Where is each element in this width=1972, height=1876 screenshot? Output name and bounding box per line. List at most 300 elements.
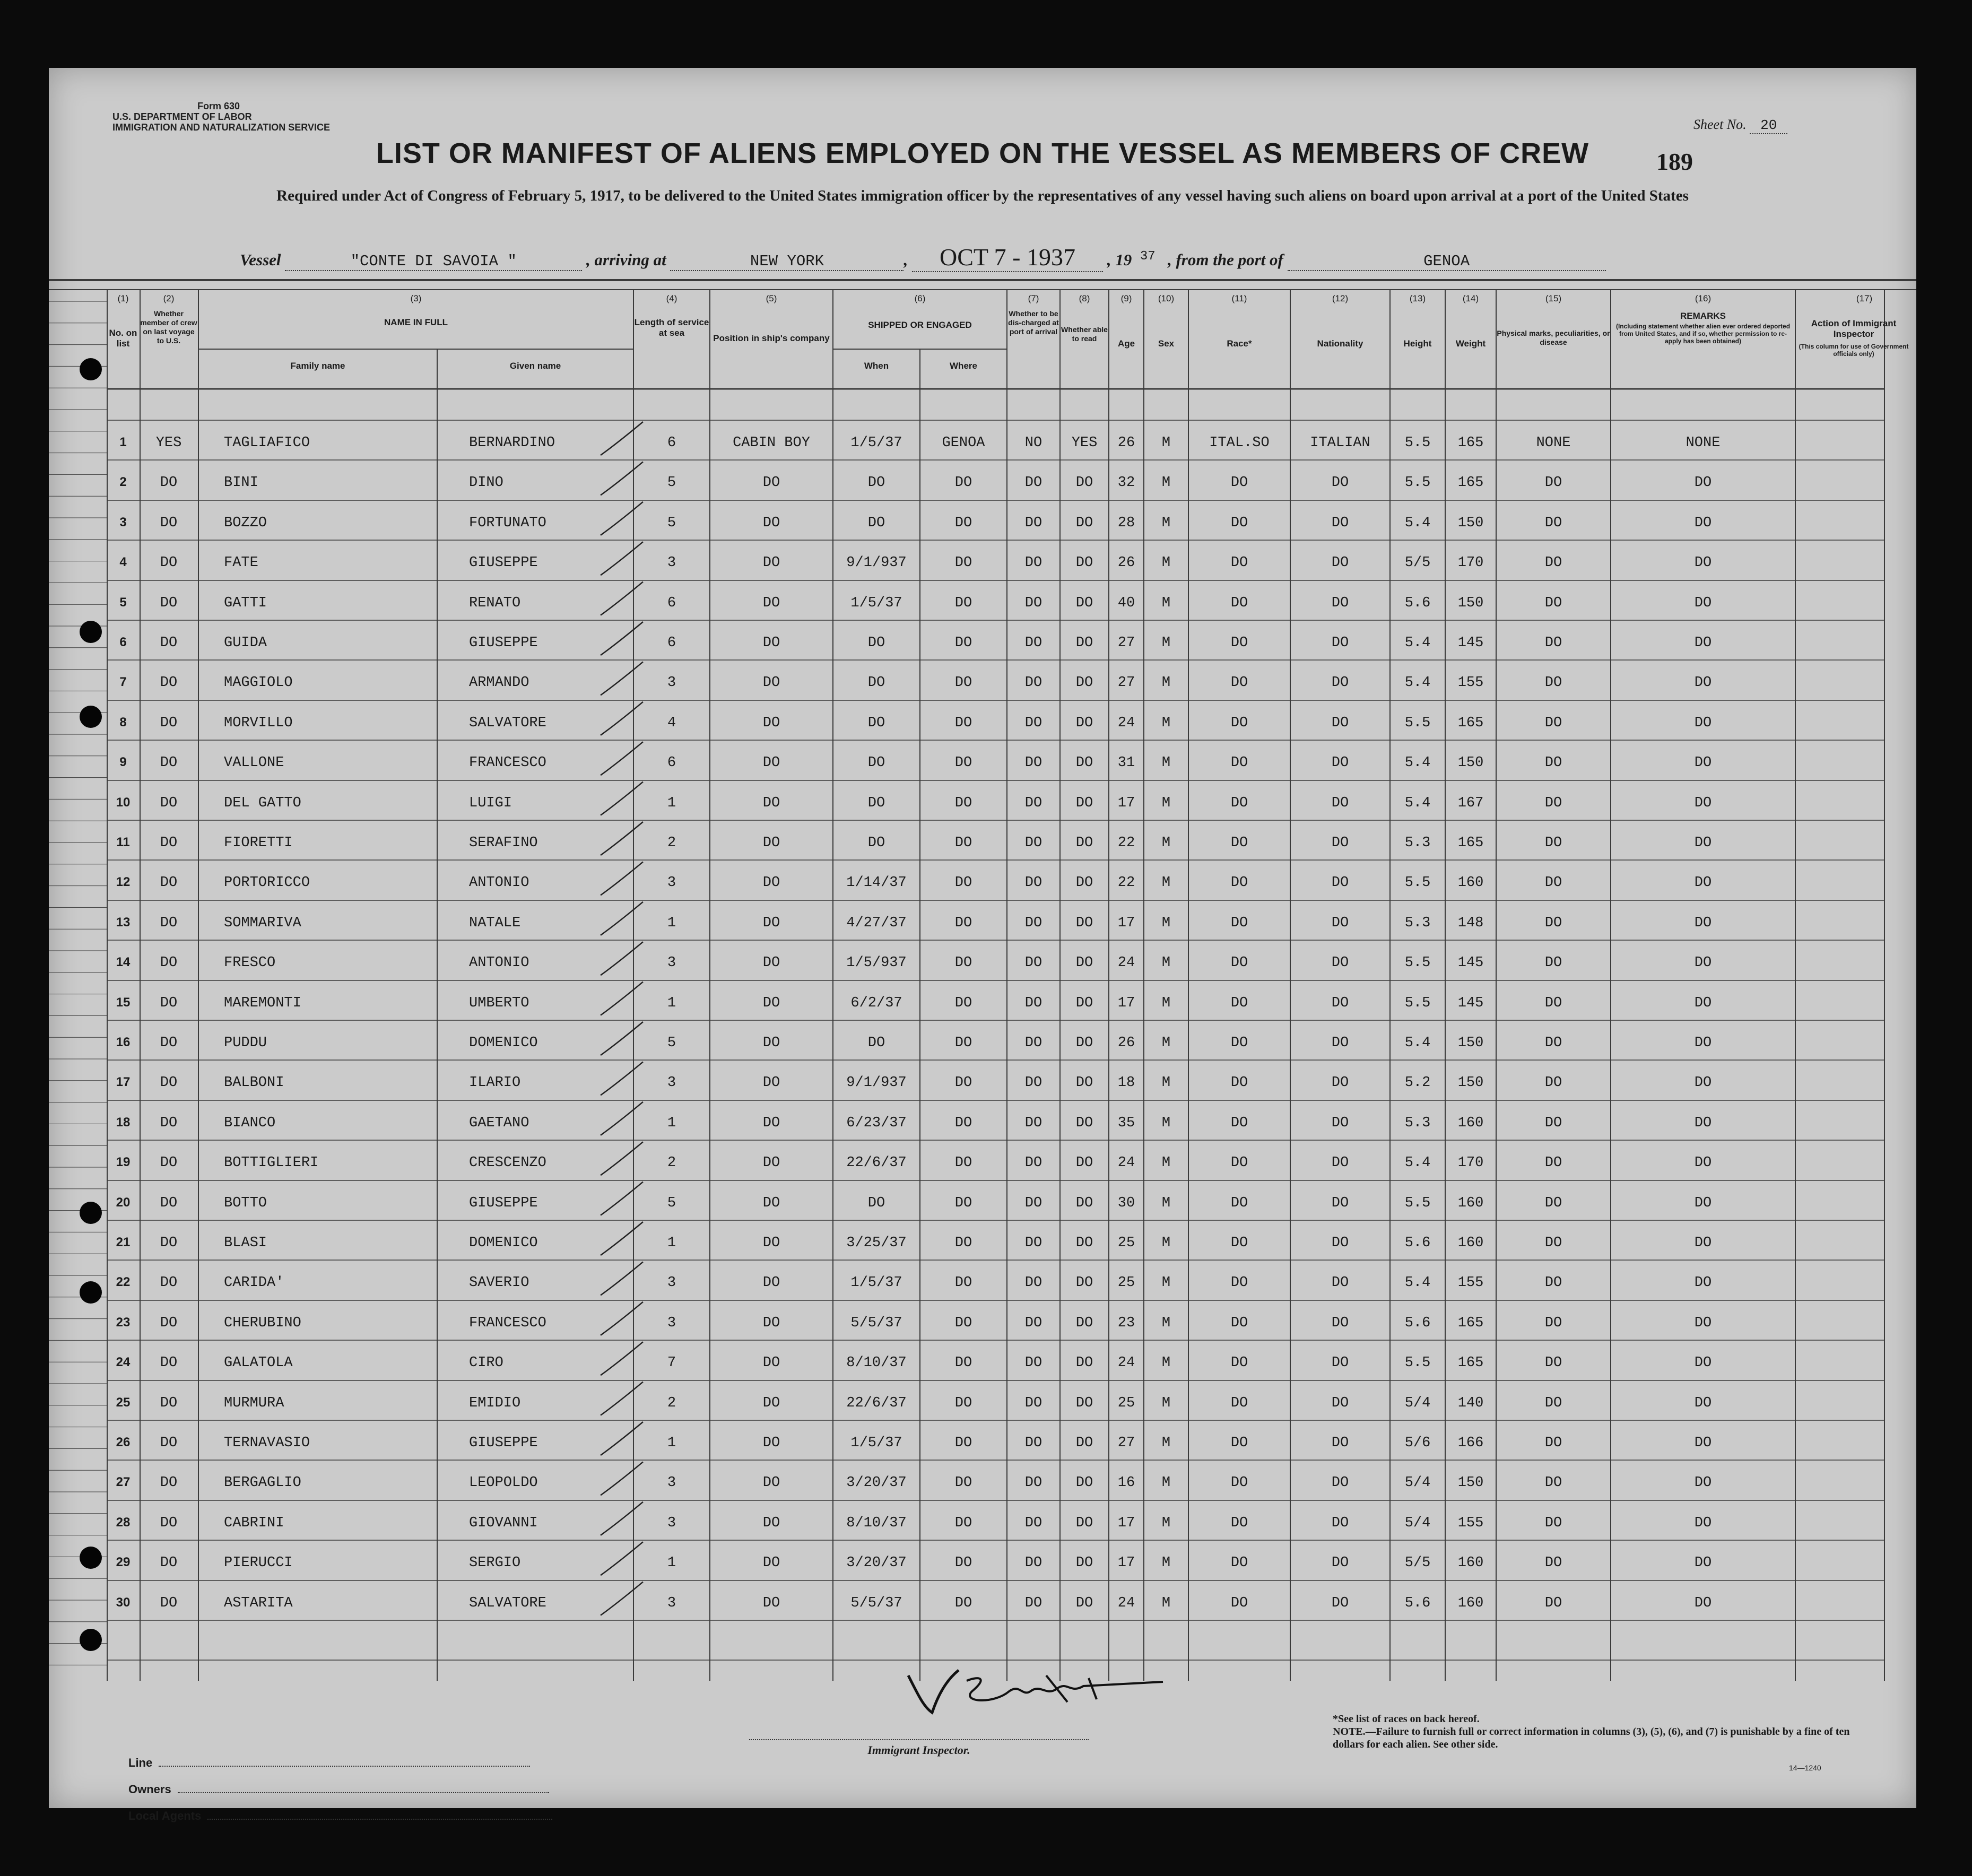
crew-last-voyage-cell: DO [160, 1355, 178, 1371]
able-to-read-cell: DO [1075, 1155, 1093, 1171]
position-cell: DO [762, 1235, 780, 1251]
crew-last-voyage-cell: DO [160, 595, 178, 611]
to-be-discharged-cell: DO [1024, 875, 1043, 891]
able-to-read-cell: DO [1075, 1515, 1093, 1531]
service-length-cell: 6 [667, 435, 676, 451]
nationality-cell: DO [1331, 1315, 1349, 1331]
shipped-when-cell: 1/5/937 [846, 955, 907, 971]
form-number: Form 630 [197, 101, 240, 111]
crew-last-voyage-cell: DO [160, 1115, 178, 1131]
age-cell: 32 [1117, 475, 1135, 491]
able-to-read-cell: DO [1075, 515, 1093, 531]
height-cell: 5.5 [1404, 475, 1431, 491]
physical-marks-cell: DO [1544, 835, 1562, 851]
shipped-when-cell: 22/6/37 [846, 1395, 907, 1411]
race-cell: DO [1230, 1315, 1248, 1331]
col-2-header: Whether member of crew on last voyage to U.S. [140, 309, 197, 345]
physical-marks-cell: DO [1544, 1555, 1562, 1571]
race-cell: DO [1230, 1555, 1248, 1571]
nationality-cell: DO [1331, 1155, 1349, 1171]
remarks-cell: NONE [1686, 435, 1721, 451]
age-cell: 28 [1117, 515, 1135, 531]
shipped-where-cell: DO [954, 1195, 972, 1211]
race-cell: DO [1230, 1035, 1248, 1051]
able-to-read-cell: DO [1075, 955, 1093, 971]
height-cell: 5.3 [1404, 1115, 1431, 1131]
race-cell: DO [1230, 995, 1248, 1011]
race-cell: DO [1230, 1195, 1248, 1211]
sex-cell: M [1161, 1395, 1171, 1411]
nationality-cell: DO [1331, 955, 1349, 971]
col-13-header: Height [1403, 338, 1432, 349]
shipped-when-cell: DO [867, 475, 885, 491]
given-name-cell: BERNARDINO [469, 435, 555, 451]
sex-cell: M [1161, 555, 1171, 571]
shipped-where-cell: DO [954, 675, 972, 691]
shipped-where-cell: DO [954, 555, 972, 571]
row-number-cell: 27 [116, 1475, 131, 1489]
given-name-cell: ANTONIO [469, 875, 529, 891]
weight-cell: 148 [1457, 915, 1484, 931]
to-be-discharged-cell: DO [1024, 955, 1043, 971]
service-length-cell: 1 [667, 1235, 676, 1251]
able-to-read-cell: DO [1075, 1075, 1093, 1091]
nationality-cell: DO [1331, 1435, 1349, 1451]
height-cell: 5.4 [1404, 795, 1431, 811]
family-name-cell: FIORETTI [224, 835, 293, 851]
to-be-discharged-cell: DO [1024, 715, 1043, 731]
family-name-cell: GUIDA [224, 635, 267, 651]
service-length-cell: 1 [667, 915, 676, 931]
sex-cell: M [1161, 755, 1171, 771]
given-name-cell: DOMENICO [469, 1235, 538, 1251]
shipped-when-cell: DO [867, 1035, 885, 1051]
physical-marks-cell: DO [1544, 475, 1562, 491]
shipped-where-cell: DO [954, 595, 972, 611]
able-to-read-cell: DO [1075, 1475, 1093, 1491]
crew-last-voyage-cell: DO [160, 995, 178, 1011]
physical-marks-cell: DO [1544, 995, 1562, 1011]
position-cell: DO [762, 595, 780, 611]
sex-cell: M [1161, 635, 1171, 651]
nationality-cell: DO [1331, 795, 1349, 811]
service-length-cell: 2 [667, 835, 676, 851]
age-cell: 17 [1117, 995, 1135, 1011]
shipped-where-cell: DO [954, 835, 972, 851]
height-cell: 5.6 [1404, 1315, 1431, 1331]
to-be-discharged-cell: DO [1024, 915, 1043, 931]
service-length-cell: 3 [667, 1315, 676, 1331]
agents-label: Local Agents [128, 1809, 202, 1822]
to-be-discharged-cell: DO [1024, 1075, 1043, 1091]
weight-cell: 170 [1457, 555, 1484, 571]
age-cell: 17 [1117, 1555, 1135, 1571]
remarks-cell: DO [1694, 875, 1712, 891]
row-number-cell: 21 [116, 1235, 131, 1249]
position-cell: DO [762, 955, 780, 971]
nationality-cell: DO [1331, 515, 1349, 531]
row-number-cell: 15 [116, 995, 131, 1010]
crew-last-voyage-cell: DO [160, 1035, 178, 1051]
crew-last-voyage-cell: DO [160, 1235, 178, 1251]
position-cell: DO [762, 555, 780, 571]
binder-hole [80, 1281, 102, 1304]
remarks-cell: DO [1694, 1475, 1712, 1491]
race-cell: DO [1230, 1235, 1248, 1251]
position-cell: DO [762, 1115, 780, 1131]
able-to-read-cell: DO [1075, 1355, 1093, 1371]
inspector-signature [887, 1660, 1184, 1718]
height-cell: 5.2 [1404, 1075, 1431, 1091]
physical-marks-cell: DO [1544, 515, 1562, 531]
weight-cell: 166 [1457, 1435, 1484, 1451]
sex-cell: M [1161, 1035, 1171, 1051]
row-number-cell: 18 [116, 1115, 131, 1130]
nationality-cell: DO [1331, 915, 1349, 931]
weight-cell: 150 [1457, 595, 1484, 611]
position-cell: DO [762, 515, 780, 531]
col-5-number: (5) [766, 293, 777, 303]
shipped-where-cell: DO [954, 1355, 972, 1371]
col-9-number: (9) [1120, 293, 1132, 303]
given-name-cell: SERGIO [469, 1555, 521, 1571]
crew-last-voyage-cell: DO [160, 475, 178, 491]
shipped-where-cell: DO [954, 1035, 972, 1051]
physical-marks-cell: DO [1544, 595, 1562, 611]
given-name-cell: DINO [469, 475, 503, 491]
to-be-discharged-cell: DO [1024, 1435, 1043, 1451]
race-cell: DO [1230, 1595, 1248, 1611]
row-number-cell: 20 [116, 1195, 131, 1210]
given-name-cell: GIUSEPPE [469, 1195, 538, 1211]
binder-hole [80, 706, 102, 728]
col-10-header: Sex [1158, 338, 1175, 349]
shipped-when-cell: 4/27/37 [846, 915, 907, 931]
physical-marks-cell: DO [1544, 915, 1562, 931]
to-be-discharged-cell: DO [1024, 475, 1043, 491]
family-name-cell: FATE [224, 555, 258, 571]
position-cell: DO [762, 1155, 780, 1171]
position-cell: DO [762, 1475, 780, 1491]
row-number-cell: 14 [116, 955, 131, 969]
race-cell: DO [1230, 1275, 1248, 1291]
race-cell: DO [1230, 675, 1248, 691]
crew-last-voyage-cell: DO [160, 1075, 178, 1091]
col-4-header: Length of service at sea [634, 317, 709, 338]
row-number-cell: 26 [116, 1435, 131, 1449]
shipped-when-cell: 3/20/37 [846, 1475, 907, 1491]
binder-hole [80, 1629, 102, 1651]
given-name-cell: GIUSEPPE [469, 635, 538, 651]
family-name-cell: MAGGIOLO [224, 675, 293, 691]
shipped-when-cell: 1/5/37 [850, 595, 902, 611]
note-text: —Failure to furnish full or correct information in columns (3), (5), (6), and (7) is punishable by a fine of ten dollars for each alien. See other side. [1333, 1726, 1850, 1750]
age-cell: 25 [1117, 1395, 1135, 1411]
able-to-read-cell: DO [1075, 915, 1093, 931]
shipped-when-cell: 1/14/37 [846, 875, 907, 891]
to-be-discharged-cell: DO [1024, 1355, 1043, 1371]
race-cell: DO [1230, 875, 1248, 891]
able-to-read-cell: DO [1075, 835, 1093, 851]
position-cell: DO [762, 1195, 780, 1211]
row-number-cell: 24 [116, 1355, 131, 1369]
nationality-cell: DO [1331, 715, 1349, 731]
crew-last-voyage-cell: DO [160, 555, 178, 571]
row-number-cell: 12 [116, 875, 131, 889]
binder-hole [80, 1202, 102, 1224]
physical-marks-cell: DO [1544, 755, 1562, 771]
family-name-cell: PORTORICCO [224, 875, 310, 891]
sex-cell: M [1161, 1115, 1171, 1131]
able-to-read-cell: DO [1075, 1235, 1093, 1251]
shipped-where-cell: DO [954, 795, 972, 811]
to-be-discharged-cell: DO [1024, 675, 1043, 691]
weight-cell: 150 [1457, 1475, 1484, 1491]
crew-last-voyage-cell: DO [160, 1155, 178, 1171]
weight-cell: 160 [1457, 1555, 1484, 1571]
physical-marks-cell: DO [1544, 1275, 1562, 1291]
inspector-caption: Immigrant Inspector. [749, 1739, 1089, 1757]
weight-cell: 165 [1457, 715, 1484, 731]
able-to-read-cell: DO [1075, 1555, 1093, 1571]
service-length-cell: 5 [667, 1035, 676, 1051]
to-be-discharged-cell: DO [1024, 515, 1043, 531]
able-to-read-cell: DO [1075, 795, 1093, 811]
able-to-read-cell: DO [1075, 995, 1093, 1011]
binder-hole [80, 621, 102, 643]
page-title: LIST OR MANIFEST OF ALIENS EMPLOYED ON THE VESSEL AS MEMBERS OF CREW [376, 137, 1589, 169]
family-name-cell: BOZZO [224, 515, 267, 531]
family-name-cell: BINI [224, 475, 258, 491]
service-length-cell: 1 [667, 1115, 676, 1131]
col-15-number: (15) [1545, 293, 1562, 303]
remarks-cell: DO [1694, 555, 1712, 571]
col-5-header: Position in ship's company [713, 333, 830, 343]
row-number-cell: 3 [119, 515, 127, 529]
position-cell: DO [762, 675, 780, 691]
col-4-number: (4) [666, 293, 677, 303]
row-number-cell: 4 [119, 555, 127, 569]
height-cell: 5/4 [1404, 1395, 1431, 1411]
height-cell: 5.5 [1404, 1195, 1431, 1211]
given-name-cell: GIOVANNI [469, 1515, 538, 1531]
service-length-cell: 3 [667, 675, 676, 691]
to-be-discharged-cell: DO [1024, 1035, 1043, 1051]
departure-port: GENOA [1288, 253, 1606, 271]
sex-cell: M [1161, 1435, 1171, 1451]
position-cell: DO [762, 835, 780, 851]
row-number-cell: 16 [116, 1035, 131, 1049]
to-be-discharged-cell: DO [1024, 1315, 1043, 1331]
col-3-given-header: Given name [509, 361, 561, 371]
physical-marks-cell: DO [1544, 795, 1562, 811]
family-name-cell: CHERUBINO [224, 1315, 301, 1331]
physical-marks-cell: DO [1544, 555, 1562, 571]
shipped-when-cell: 1/5/37 [850, 1275, 902, 1291]
service-length-cell: 3 [667, 1475, 676, 1491]
age-cell: 24 [1117, 1595, 1135, 1611]
subtitle: Required under Act of Congress of February 5, 1917, to be delivered to the United States immigration officer by the representatives of any vessel having such aliens on board upon arrival at a port of the United States [276, 187, 1689, 204]
shipped-where-cell: DO [954, 1315, 972, 1331]
physical-marks-cell: DO [1544, 875, 1562, 891]
sex-cell: M [1161, 1355, 1171, 1371]
age-cell: 18 [1117, 1075, 1135, 1091]
given-name-cell: GAETANO [469, 1115, 529, 1131]
height-cell: 5.5 [1404, 1355, 1431, 1371]
shipped-where-cell: DO [954, 1155, 972, 1171]
service-length-cell: 1 [667, 1555, 676, 1571]
to-be-discharged-cell: DO [1024, 995, 1043, 1011]
family-name-cell: GATTI [224, 595, 267, 611]
remarks-cell: DO [1694, 1315, 1712, 1331]
race-cell: DO [1230, 595, 1248, 611]
shipped-where-cell: DO [954, 1075, 972, 1091]
sex-cell: M [1161, 435, 1171, 451]
able-to-read-cell: DO [1075, 755, 1093, 771]
shipped-where-cell: DO [954, 1555, 972, 1571]
col-14-number: (14) [1462, 293, 1479, 303]
able-to-read-cell: DO [1075, 1595, 1093, 1611]
age-cell: 26 [1117, 435, 1135, 451]
nationality-cell: DO [1331, 1475, 1349, 1491]
shipped-when-cell: 9/1/937 [846, 1075, 907, 1091]
crew-last-voyage-cell: DO [160, 835, 178, 851]
age-cell: 24 [1117, 1355, 1135, 1371]
physical-marks-cell: DO [1544, 1235, 1562, 1251]
service-length-cell: 3 [667, 1515, 676, 1531]
weight-cell: 150 [1457, 515, 1484, 531]
sex-cell: M [1161, 1235, 1171, 1251]
remarks-cell: DO [1694, 1155, 1712, 1171]
owners-label: Owners [128, 1783, 171, 1796]
age-cell: 35 [1117, 1115, 1135, 1131]
races-note: *See list of races on back hereof. [1333, 1713, 1480, 1725]
given-name-cell: GIUSEPPE [469, 1435, 538, 1451]
weight-cell: 155 [1457, 675, 1484, 691]
shipped-when-cell: 1/5/37 [850, 435, 902, 451]
able-to-read-cell: DO [1075, 555, 1093, 571]
sex-cell: M [1161, 1275, 1171, 1291]
able-to-read-cell: DO [1075, 1395, 1093, 1411]
to-be-discharged-cell: DO [1024, 1275, 1043, 1291]
height-cell: 5.4 [1404, 1275, 1431, 1291]
col-17-number: (17) [1856, 293, 1873, 303]
given-name-cell: SAVERIO [469, 1275, 529, 1291]
shipped-when-cell: 8/10/37 [846, 1355, 907, 1371]
row-number-cell: 17 [116, 1075, 131, 1089]
owners-field [178, 1792, 549, 1793]
row-number-cell: 2 [119, 475, 127, 489]
remarks-cell: DO [1694, 1035, 1712, 1051]
given-name-cell: LEOPOLDO [469, 1475, 538, 1491]
position-cell: DO [762, 635, 780, 651]
col-11-number: (11) [1231, 293, 1247, 303]
race-cell: DO [1230, 795, 1248, 811]
able-to-read-cell: DO [1075, 635, 1093, 651]
to-be-discharged-cell: DO [1024, 635, 1043, 651]
crew-last-voyage-cell: DO [160, 1475, 178, 1491]
weight-cell: 160 [1457, 875, 1484, 891]
arriving-port: NEW YORK [670, 253, 904, 271]
crew-last-voyage-cell: DO [160, 1395, 178, 1411]
crew-last-voyage-cell: DO [160, 515, 178, 531]
age-cell: 24 [1117, 715, 1135, 731]
nationality-cell: DO [1331, 1395, 1349, 1411]
family-name-cell: BALBONI [224, 1075, 284, 1091]
physical-marks-cell: DO [1544, 955, 1562, 971]
col-10-number: (10) [1158, 293, 1175, 303]
to-be-discharged-cell: DO [1024, 795, 1043, 811]
crew-last-voyage-cell: DO [160, 875, 178, 891]
to-be-discharged-cell: DO [1024, 1475, 1043, 1491]
shipped-when-cell: 1/5/37 [850, 1435, 902, 1451]
able-to-read-cell: YES [1071, 435, 1098, 451]
crew-last-voyage-cell: DO [160, 955, 178, 971]
shipped-where-cell: DO [954, 1435, 972, 1451]
to-be-discharged-cell: DO [1024, 1555, 1043, 1571]
shipped-where-cell: DO [954, 875, 972, 891]
crew-last-voyage-cell: DO [160, 1195, 178, 1211]
crew-last-voyage-cell: DO [160, 1515, 178, 1531]
vessel-line: Vessel "CONTE DI SAVOIA " , arriving at NEW YORK , OCT 7 - 1937 , 19 37 , from the port of GENOA [240, 243, 1831, 270]
shipped-where-cell: DO [954, 755, 972, 771]
service-length-cell: 5 [667, 515, 676, 531]
nationality-cell: DO [1331, 1035, 1349, 1051]
height-cell: 5.3 [1404, 835, 1431, 851]
col-17-subheader: (This column for use of Government officials only) [1799, 343, 1909, 358]
row-number-cell: 7 [119, 675, 127, 689]
height-cell: 5.5 [1404, 715, 1431, 731]
remarks-cell: DO [1694, 1395, 1712, 1411]
remarks-cell: DO [1694, 1595, 1712, 1611]
height-cell: 5.5 [1404, 955, 1431, 971]
remarks-cell: DO [1694, 1195, 1712, 1211]
service-length-cell: 5 [667, 475, 676, 491]
physical-marks-cell: DO [1544, 1435, 1562, 1451]
race-cell: DO [1230, 475, 1248, 491]
height-cell: 5/6 [1404, 1435, 1431, 1451]
weight-cell: 145 [1457, 635, 1484, 651]
family-name-cell: PIERUCCI [224, 1555, 293, 1571]
arrival-date-stamp: OCT 7 - 1937 [912, 243, 1103, 272]
crew-last-voyage-cell: DO [160, 1435, 178, 1451]
row-number-cell: 25 [116, 1395, 131, 1410]
age-cell: 27 [1117, 635, 1135, 651]
age-cell: 26 [1117, 1035, 1135, 1051]
height-cell: 5.6 [1404, 595, 1431, 611]
row-number-cell: 11 [116, 835, 130, 849]
service-length-cell: 3 [667, 1595, 676, 1611]
sex-cell: M [1161, 1595, 1171, 1611]
row-number-cell: 13 [116, 915, 131, 930]
sheet-number-value: 20 [1750, 117, 1787, 134]
race-cell: DO [1230, 515, 1248, 531]
col-2-number: (2) [163, 293, 175, 303]
family-name-cell: VALLONE [224, 755, 284, 771]
note-label: NOTE. [1333, 1726, 1366, 1738]
given-name-cell: SERAFINO [469, 835, 538, 851]
remarks-cell: DO [1694, 795, 1712, 811]
nationality-cell: DO [1331, 1195, 1349, 1211]
service-length-cell: 4 [667, 715, 676, 731]
nationality-cell: DO [1331, 1595, 1349, 1611]
sex-cell: M [1161, 475, 1171, 491]
weight-cell: 155 [1457, 1275, 1484, 1291]
remarks-cell: DO [1694, 755, 1712, 771]
able-to-read-cell: DO [1075, 1195, 1093, 1211]
given-name-cell: NATALE [469, 915, 521, 931]
family-name-cell: BOTTO [224, 1195, 267, 1211]
